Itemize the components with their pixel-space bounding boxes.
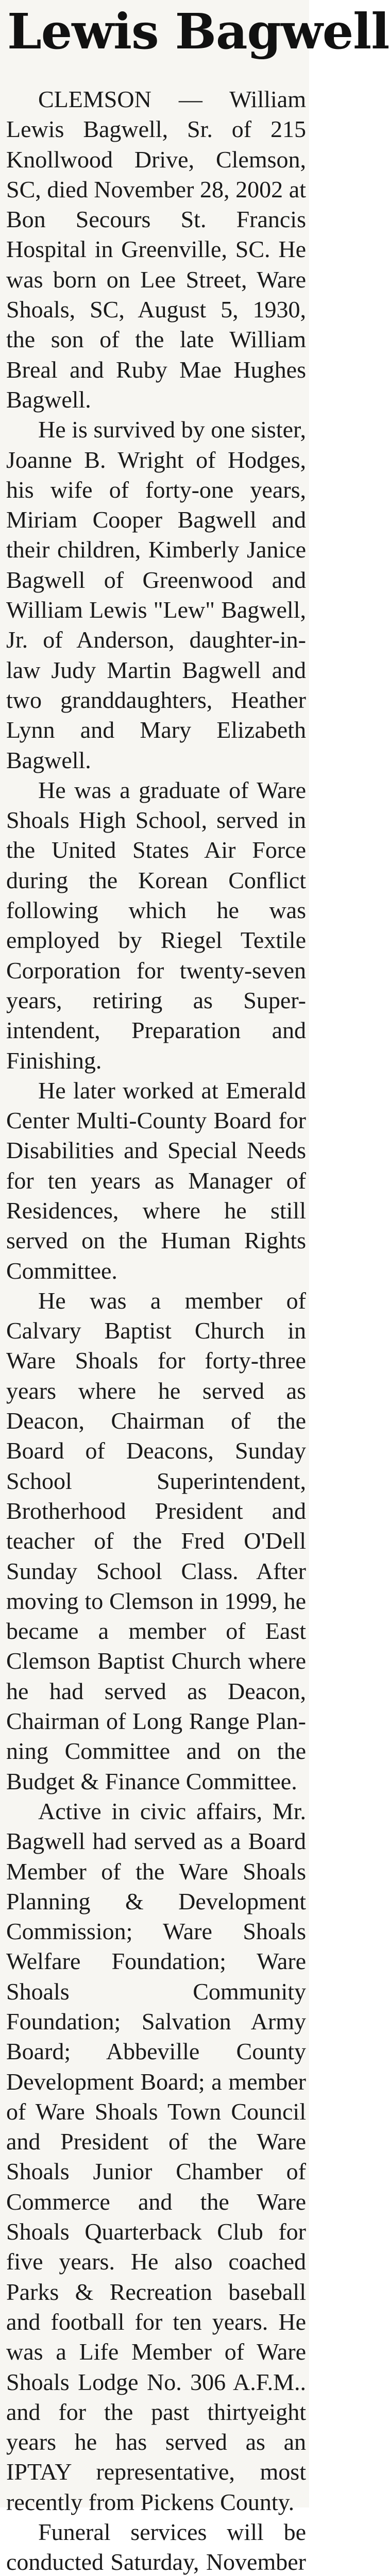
obituary-name-heading: Lewis Bagwell [7,3,389,60]
paragraph-death-notice: CLEMSON — William Lewis Bagwell, Sr. of 215 Knollwood Drive, Clemson, SC, died November 28, 2002 at Bon Secours St. Francis Hospital in Greenville, SC. He was born on Lee Street, Ware Shoals, SC, August 5, 1930, the son of the late William Breal and Ruby Mae Hughes Bagwell. [6,86,306,413]
paragraph-survivors: He is survived by one sister, Joanne B. Wright of Hodges, his wife of forty-one years, Miriam Cooper Bagwell and their children, Kimberly Janice Bagwell of Greenwood and William Lewis "Lew" Bagwell, Jr. of Anderson, daughter-in-law Judy Martin Bagwell and two granddaughters, Heather Lynn and Mary Elizabeth Bagwell. [6,416,306,773]
paragraph-funeral-services: Funeral services will be conducted Saturday, November [6,2519,306,2575]
paragraph-later-work: He later worked at Emerald Center Multi-County Board for Disabilities and Special Needs for ten years as Manager of Residences, where he still served on the Human Rights Committee. [6,1077,306,1284]
obituary-body [6,84,306,2576]
paragraph-church: He was a member of Calvary Baptist Church in Ware Shoals for forty-three years where he served as Deacon, Chairman of the Board of Deacons, Sunday School Superintendent, Brotherhood President and teacher of the Fred O'Dell Sunday School Class. After moving to Clemson in 1999, he became a member of East Clemson Baptist Church where he had served as Deacon, Chairman of Long Range Planning Committee and on the Budget & Finance Committee. [6,1287,306,1794]
paragraph-civic-affairs: Active in civic affairs, Mr. Bagwell had served as a Board Member of the Ware Shoals Planning & Development Commission; Ware Shoals Welfare Foundation; Ware Shoals Community Foundation; Salvation Army Board; Abbeville County Development Board; a member of Ware Shoals Town Council and President of the Ware Shoals Junior Chamber of Commerce and the Ware Shoals Quarterback Club for five years. He also coached Parks & Recreation baseball and football for ten years. He was a Life Member of Ware Shoals Lodge No. 306 A.F.M.. and for the past thirtyeight years he has served as an IPTAY representative, most recently from Pickens County. [6,1798,306,2515]
paragraph-education-career: He was a graduate of Ware Shoals High School, served in the United States Air Force during the Korean Conflict following which he was employed by Riegel Textile Corporation for twenty-seven years, retiring as Super-intendent, Preparation and Finishing. [6,776,306,1074]
